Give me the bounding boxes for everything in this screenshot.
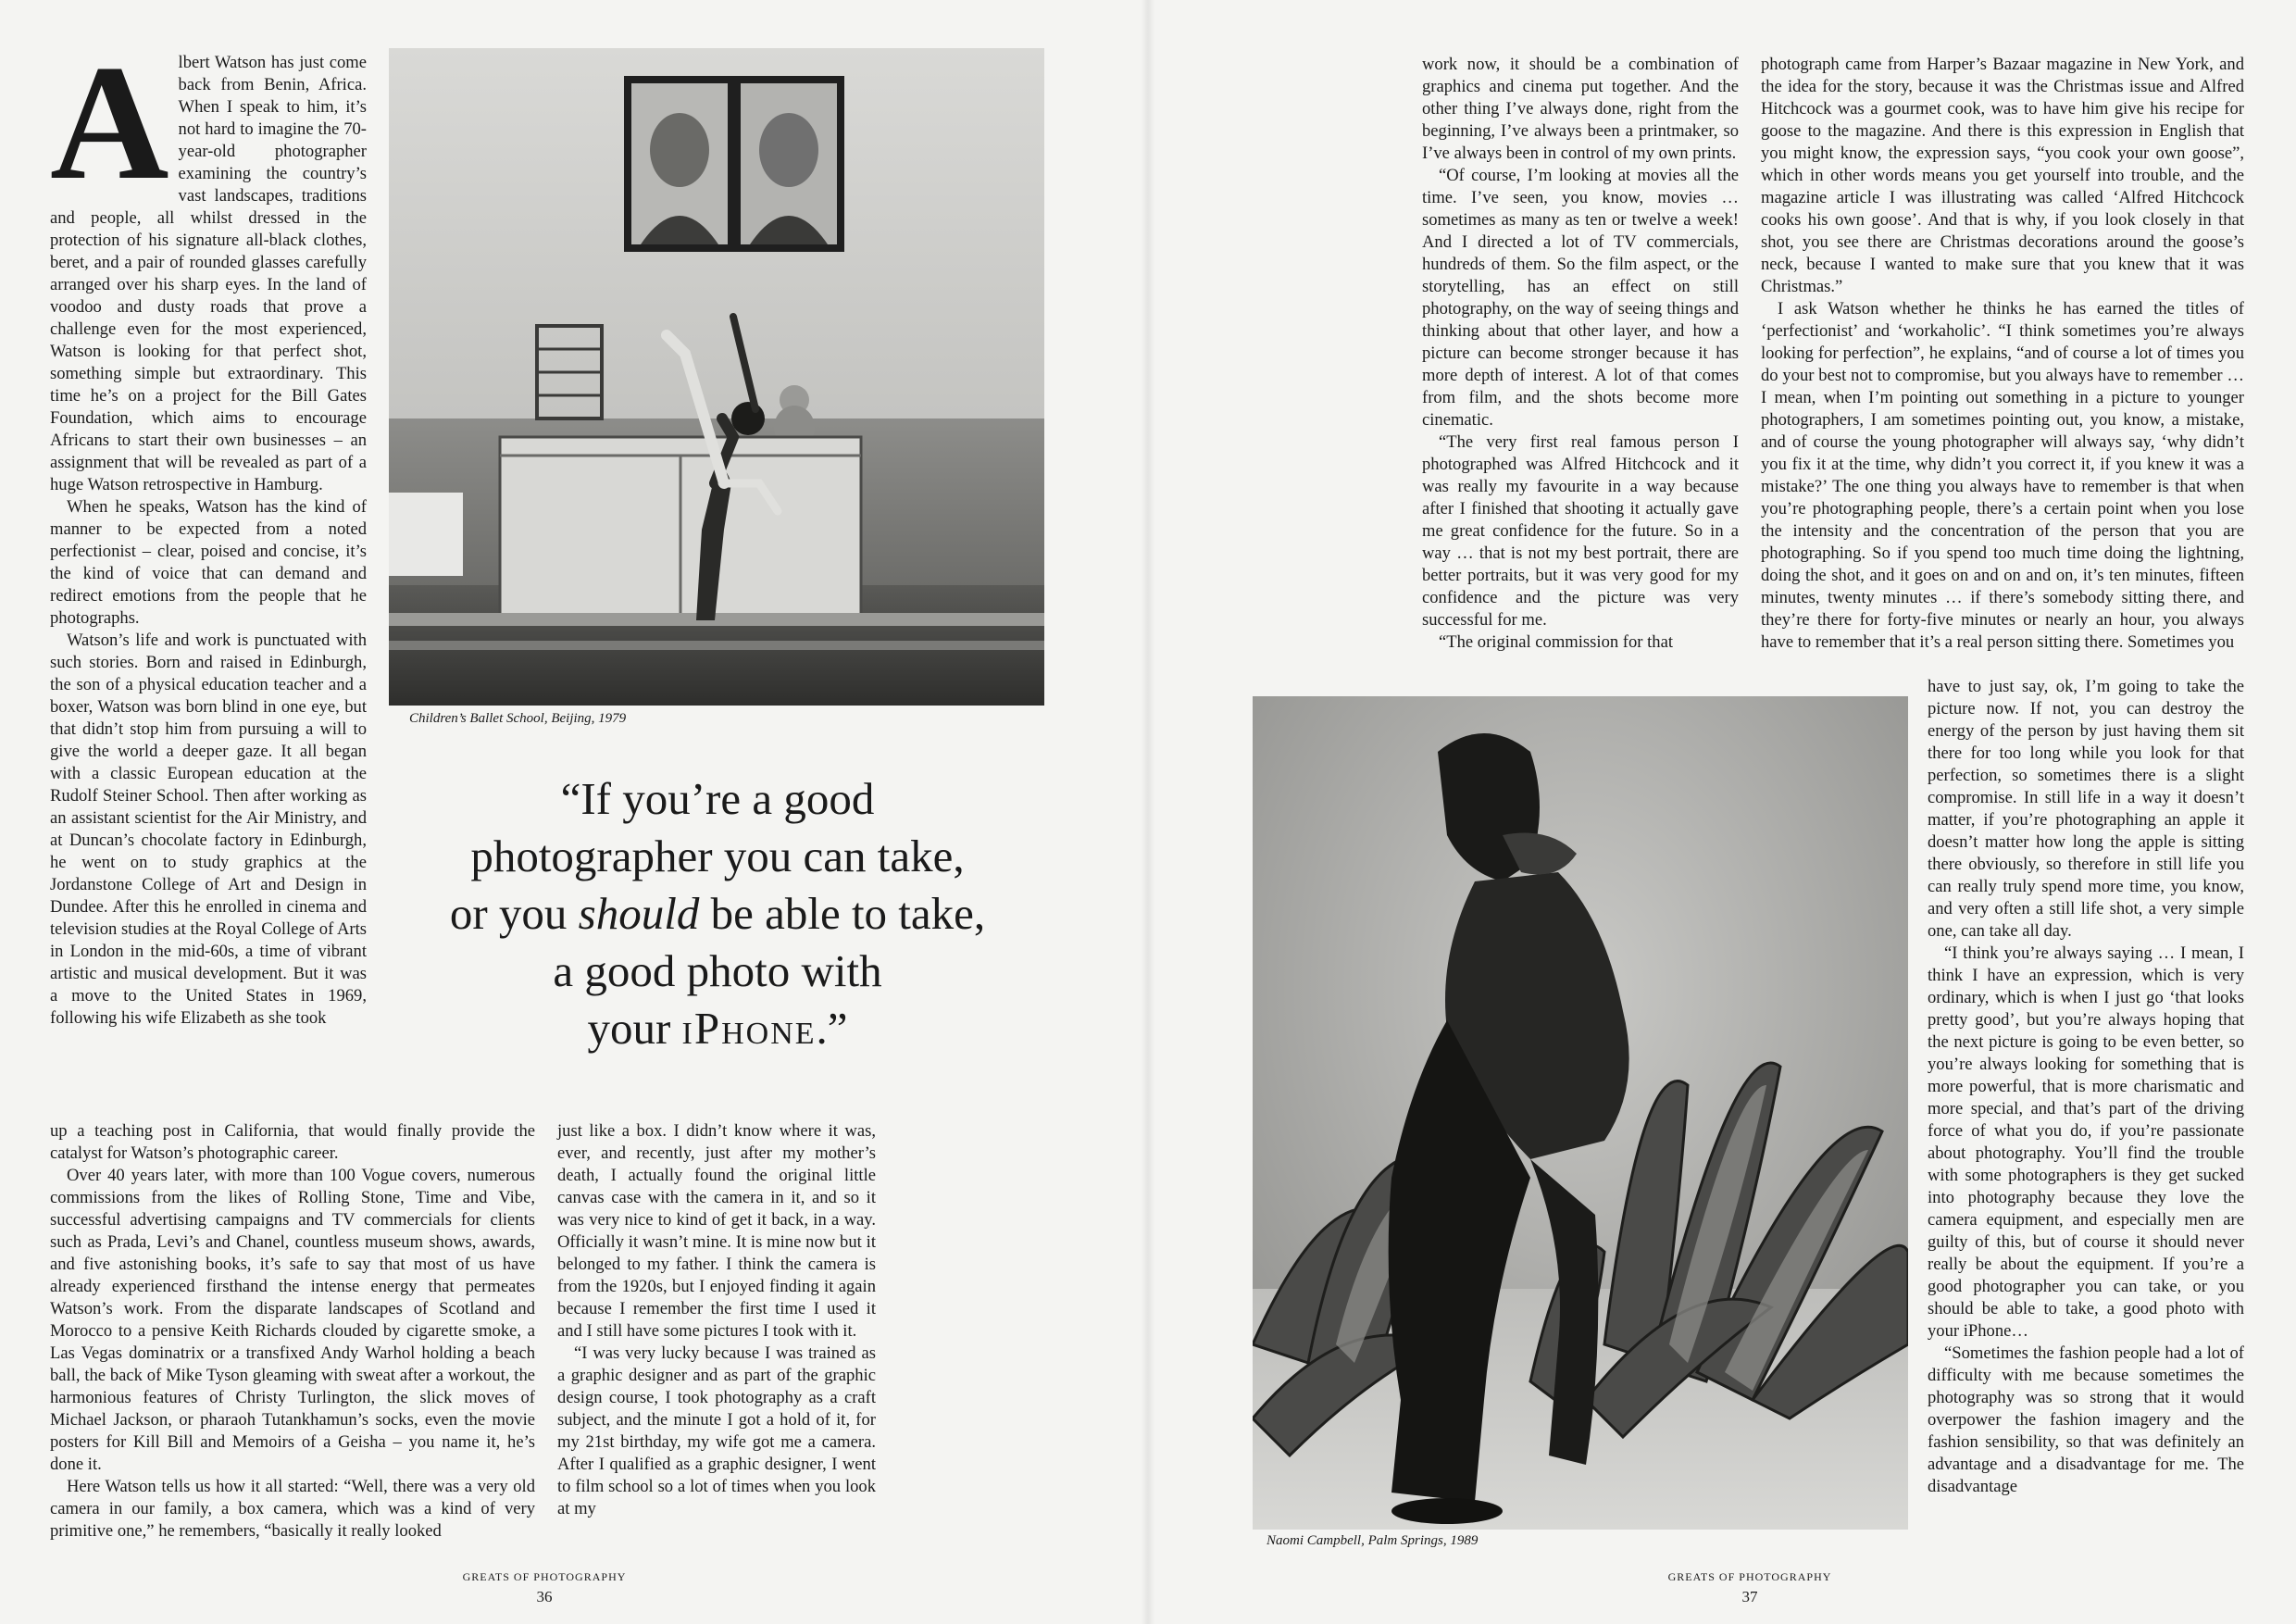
pull-quote-line: a good photo with xyxy=(553,945,882,996)
paragraph: “The very first real famous person I photographed was Alfred Hitchcock and it was really my favourite in a way because after I finished that shooting it actually gave me great confidence for the future. So in a way … that is not my best portrait, there are better portraits, but it was very good for my confidence and the picture was very successful for me. xyxy=(1422,432,1739,630)
left-col3 xyxy=(557,1120,876,1520)
right-col2 xyxy=(1761,54,2244,654)
right-col3 xyxy=(1928,676,2244,1498)
paragraph: work now, it should be a combination of graphics and cinema put together. And the other thing I’ve always done, right from the beginning, I’ve always been a printmaker, so I’ve always been in control of my own prints. xyxy=(1422,55,1739,163)
paragraph: I ask Watson whether he thinks he has earned the titles of ‘perfectionist’ and ‘workaholic’. “I think sometimes you’re always looking for perfection”, he explains, “and of course a lot of times you do your best not to compromise, but you always have to remember … I mean, when I’m pointing out something in a picture to younger photographers, I am sometimes pointing out, you know, a mistake, and of course the young photographer will always say, ‘why didn’t you fix it at the time, why didn’t you correct it, if you knew it was a mistake?’ The one thing you always have to remember is that when you’re photographing people, there’s a certain point when you lose the intensity and the concentration of the person that you are photographing. So if you spend too much time doing the lightning, doing the shot, and it goes on and on and on, it’s ten minutes, fifteen minutes, twenty minutes … if there’s somebody sitting there, and they’re there for forty-five minutes or nearly an hour, you always have to remember that it’s a real person sitting there. Sometimes you xyxy=(1761,299,2244,652)
paragraph: up a teaching post in California, that would finally provide the catalyst for Watson’s photographic career. xyxy=(50,1121,535,1163)
page-footer-left xyxy=(433,1570,655,1606)
pull-quote-text: .” xyxy=(816,1003,848,1054)
footer-label: GREATS OF PHOTOGRAPHY xyxy=(1667,1570,1832,1583)
pull-quote-line xyxy=(380,885,1055,943)
paragraph: Here Watson tells us how it all started: “Well, there was a very old camera in our family, a box camera, which was a kind of very primitive one,” he remembers, “basically it really looked xyxy=(50,1477,535,1541)
paragraph: When he speaks, Watson has the kind of manner to be expected from a noted perfectionist – clear, poised and concise, it’s the kind of voice that can demand and redirect emotions from the people that he photographs. xyxy=(50,497,367,628)
paragraph: have to just say, ok, I’m going to take the picture now. If not, you can destroy the energy of the person by just having them sit there for too long while you look for that perfection, so sometimes there is a slight compromise. In still life in a way it doesn’t matter, if you’re photographing an apple it doesn’t matter how long the apple is sitting there obviously, so therefore in still life you can really truly spend more time, you know, and very often a still life shot, a very simple one, can take all day. xyxy=(1928,677,2244,941)
ballet-photo-caption: Children’s Ballet School, Beijing, 1979 xyxy=(409,711,627,726)
naomi-photo-caption: Naomi Campbell, Palm Springs, 1989 xyxy=(1267,1533,1479,1548)
pull-quote-line xyxy=(380,1000,1055,1057)
page-footer-right xyxy=(1639,1570,1861,1606)
paragraph: “Of course, I’m looking at movies all the time. I’ve seen, you know, movies … sometimes as many as ten or twelve a week! And I directed a lot of TV commercials, hundreds of them. So the film aspect, or the storytelling, has an effect on still photography, on the way of seeing things and thinking about that other layer, and how a picture can become stronger because it has more depth of interest. A lot of that comes from film, and the shots become more cinematic. xyxy=(1422,166,1739,430)
ballet-school-photo xyxy=(389,48,1044,706)
pull-quote-emphasis: should xyxy=(578,888,700,939)
pull-quote-text: or you xyxy=(449,888,579,939)
page-number: 36 xyxy=(536,1588,553,1605)
right-page xyxy=(1148,0,2296,1624)
dropcap: A xyxy=(50,31,169,214)
paragraph: “The original commission for that xyxy=(1439,632,1674,652)
paragraph: “Sometimes the fashion people had a lot of difficulty with me because sometimes the photography was so strong that it would overpower the fashion imagery and the fashion sensibility, so that was definitely an advantage and a disadvantage for me. The disadvantage xyxy=(1928,1343,2244,1496)
paragraph: photograph came from Harper’s Bazaar magazine in New York, and the idea for the story, because it was the Christmas issue and Alfred Hitchcock was a gourmet cook, was to have him give his recipe for goose to the magazine. And there is this expression in English that you might know, the expression says, “you cook your own goose”, which in other words means you get yourself into trouble, and the magazine article I was illustrating was called ‘Alfred Hitchcock cooks his own goose’. And that is why, if you look closely in that shot, you see there are Christmas decorations around the goose’s neck, because I wanted to make sure that you knew that it was Christmas.” xyxy=(1761,55,2244,296)
naomi-photo-image xyxy=(1253,696,1908,1530)
pull-quote-text: be able to take, xyxy=(699,888,986,939)
paragraph: “I was very lucky because I was trained as a graphic designer and as part of the graphic design course, I took photography as a craft subject, and the minute I got a hold of it, for my 21st birthday, my wife got me a camera. After I qualified as a graphic designer, I went to film school so a lot of times when you look at my xyxy=(557,1343,876,1518)
paragraph: lbert Watson has just come back from Benin, Africa. When I speak to him, it’s not hard to imagine the 70-year-old photographer examining the country’s vast landscapes, traditions and people, all whilst dressed in the protection of his signature all-black clothes, beret, and a pair of rounded glasses carefully arranged over his sharp eyes. In the land of voodoo and dusty roads that prove a challenge even for the most experienced, Watson is looking for that perfect shot, something simple but extraordinary. This time he’s on a project for the Bill Gates Foundation, which aims to encourage Africans to start their own businesses – an assignment that will be revealed as part of a huge Watson retrospective in Hamburg. xyxy=(50,53,367,494)
page-number: 37 xyxy=(1741,1588,1758,1605)
left-col1 xyxy=(50,31,367,1120)
paragraph: Watson’s life and work is punctuated with such stories. Born and raised in Edinburgh, the son of a physical education teacher and a boxer, Watson was born blind in one eye, but that didn’t stop him from pursuing a will to give the world a deeper gaze. It all began with a classic European education at the Rudolf Steiner School. Then after working as an assistant scientist for the Air Ministry, and at Duncan’s chocolate factory in Edinburgh, he went on to study graphics at the Jordanstone College of Art and Design in Dundee. After this he enrolled in cinema and television studies at the Royal College of Arts in London in the mid-60s, a time of vibrant artistic and musical development. But it was a move to the United States in 1969, following his wife Elizabeth as she took xyxy=(50,631,367,1028)
naomi-campbell-photo xyxy=(1253,696,1908,1530)
pull-quote-smallcaps: iPhone xyxy=(681,1003,817,1054)
pull-quote xyxy=(380,770,1055,1057)
ballet-photo-image xyxy=(389,48,1044,706)
pull-quote-text: your xyxy=(587,1003,682,1054)
pull-quote-line: “If you’re a good xyxy=(560,773,875,824)
footer-label: GREATS OF PHOTOGRAPHY xyxy=(462,1570,627,1583)
pull-quote-line: photographer you can take, xyxy=(470,831,965,881)
left-wide-col xyxy=(50,1120,535,1543)
paragraph: “I think you’re always saying … I mean, I think I have an expression, which is very ordinary, which is when I just go ‘that looks pretty good’, but you’re always hoping that the next picture is going to be even better, so you’re always looking for something that is more powerful, that is more charismatic and more special, and that’s part of the driving force of what you do, if you’re passionate about photography. You’ll find the trouble with some photographers is they get sucked into photography because they love the camera equipment, and especially men are guilty of this, but of course it should never really be about the equipment. If you’re a good photographer you can take, or you should be able to take, a good photo with your iPhone… xyxy=(1928,943,2244,1341)
paragraph: just like a box. I didn’t know where it was, ever, and recently, just after my mother’s death, I actually found the original little canvas case with the camera in it, and so it was very nice to kind of get it back, in a way. Officially it wasn’t mine. It is mine now but it belonged to my father. I think the camera is from the 1920s, but I enjoyed finding it again because I remember the first time I used it and I still have some pictures I took with it. xyxy=(557,1121,876,1341)
right-col1 xyxy=(1422,54,1739,654)
paragraph: Over 40 years later, with more than 100 Vogue covers, numerous commissions from the likes of Rolling Stone, Time and Vibe, successful advertising campaigns and TV commercials for clients such as Prada, Levi’s and Chanel, countless museum shows, awards, and five astonishing books, it’s safe to say that most of us have already experienced firsthand the intense energy that permeates Watson’s work. From the disparate landscapes of Scotland and Morocco to a pensive Keith Richards clouded by cigarette smoke, a Las Vegas dominatrix or a transfixed Andy Warhol holding a beach ball, the back of Mike Tyson gleaming with sweat after a workout, the harmonious features of Christy Turlington, the slick moves of Michael Jackson, or pharaoh Tutankhamun’s socks, even the movie posters for Kill Bill and Memoirs of a Geisha – you name it, he’s done it. xyxy=(50,1166,535,1474)
